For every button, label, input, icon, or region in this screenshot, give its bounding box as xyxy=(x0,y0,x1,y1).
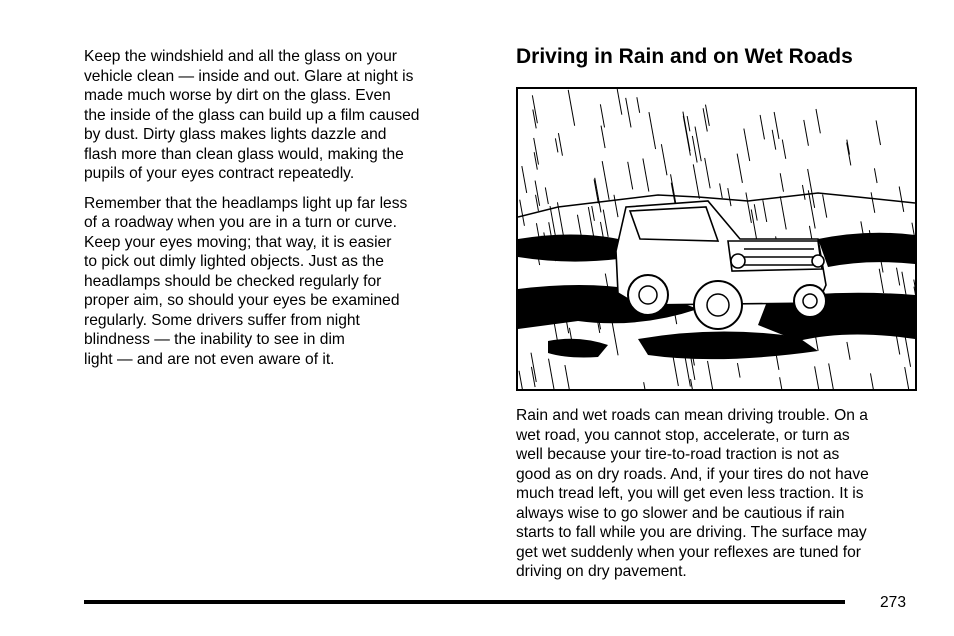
section-heading: Driving in Rain and on Wet Roads xyxy=(516,45,853,68)
headlamps-paragraph: Remember that the headlamps light up far less of a roadway when you are in a turn or curve. Keep your eyes moving; that way, it is easier to pick out dimly lighted objects. Just as the headlamps should be checked regularly for proper aim, so should your eyes be examined regularly. Some drivers suffer from night blindness — the inability to see in dim light — and are not even aware of it. xyxy=(84,194,408,368)
footer-rule xyxy=(84,600,845,604)
dark-terrain-left xyxy=(518,234,628,261)
dark-terrain-right xyxy=(818,233,915,267)
headlight-left-icon xyxy=(731,254,745,268)
rain-paragraph: Rain and wet roads can mean driving trouble. On a wet road, you cannot stop, accelerate, or turn as well because your tire-to-road traction is not as good as on dry roads. And, if your tires do not have much tread left, you will get even less traction. It is always wise to go slower and be cautious if rain starts to fall while you are driving. The surface may get wet suddenly when your reflexes are tuned for driving on dry pavement. xyxy=(516,407,869,580)
small-puddle xyxy=(548,339,608,358)
page-number: 273 xyxy=(880,594,907,611)
left-column xyxy=(84,47,479,369)
headlight-right-icon xyxy=(812,255,824,267)
vehicle-in-rain-illustration xyxy=(516,87,917,391)
windshield-paragraph: Keep the windshield and all the glass on your vehicle clean — inside and out. Glare at night is made much worse by dirt on the glass. Even the inside of the glass can build up a film caused by dust. Dirty glass makes lights dazzle and flash more than clean glass would, making the pupils of your eyes contract repeatedly. xyxy=(84,48,420,182)
right-column xyxy=(516,43,916,71)
rain-paragraph-container xyxy=(516,406,916,582)
rain-scene-drawing xyxy=(518,89,915,389)
